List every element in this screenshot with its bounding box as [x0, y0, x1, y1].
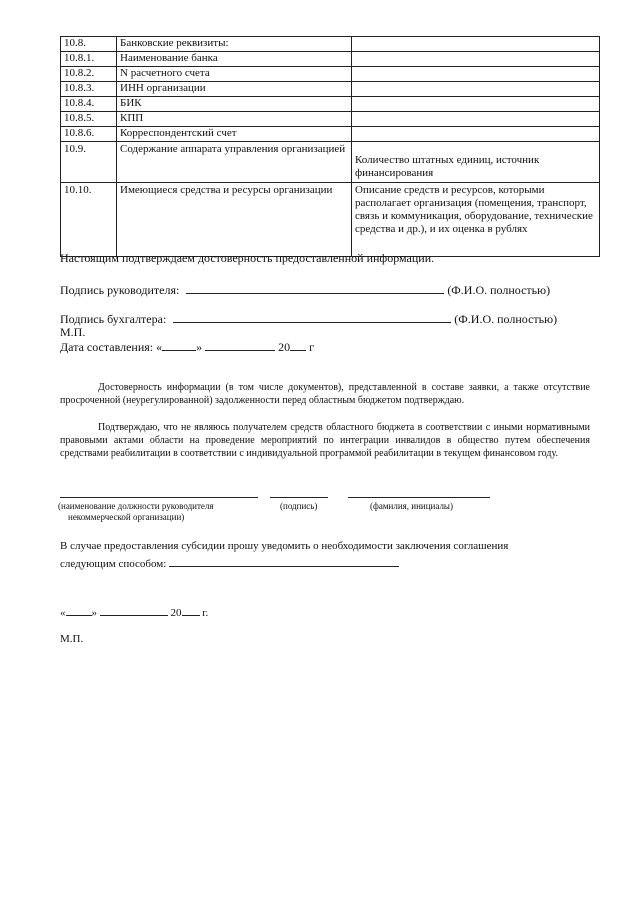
bottom-date-year-field[interactable] — [182, 605, 200, 616]
row-number: 10.8.4. — [61, 97, 117, 112]
notify-method-field[interactable] — [169, 556, 399, 567]
caption-position-line1: (наименование должности руководителя — [58, 501, 214, 511]
row-value — [352, 112, 600, 127]
head-signature-suffix: (Ф.И.О. полностью) — [447, 283, 551, 297]
row-name: ИНН организации — [117, 82, 352, 97]
position-signature-line[interactable] — [60, 497, 258, 498]
signature-line[interactable] — [270, 497, 328, 498]
confirmation-text: Настоящим подтверждаем достоверность предоставленной информации. — [60, 251, 435, 265]
row-number: 10.10. — [61, 183, 117, 257]
date-suffix: г — [309, 340, 315, 354]
row-number: 10.8.3. — [61, 82, 117, 97]
row-number: 10.8.5. — [61, 112, 117, 127]
head-signature-label: Подпись руководителя: — [60, 283, 180, 297]
bottom-date-year-prefix: 20 — [170, 607, 182, 619]
bottom-date-month-field[interactable] — [100, 605, 168, 616]
name-signature-line[interactable] — [348, 497, 490, 498]
caption-position — [58, 501, 214, 523]
table-row — [61, 142, 600, 183]
table-row — [61, 37, 600, 52]
row-value: Описание средств и ресурсов, которыми располагает организация (помещения, транспорт, связь и коммуникация, оборудование, технические средства и др.), и их оценка в рублях — [352, 183, 600, 257]
row-number: 10.8.2. — [61, 67, 117, 82]
accountant-signature-suffix: (Ф.И.О. полностью) — [454, 312, 558, 326]
table-row — [61, 67, 600, 82]
stamp-mark: М.П. — [60, 325, 86, 339]
table-row — [61, 183, 600, 257]
date-month-field[interactable] — [205, 340, 275, 351]
row-name: Корреспондентский счет — [117, 127, 352, 142]
paragraph-non-recipient: Подтверждаю, что не являюсь получателем средств областного бюджета в соответствии с иными нормативными правовыми актами области на проведение мероприятий по интеграции инвалидов в общество путем обеспечения средствами реабилитации в соответствии с индивидуальной программой реабилитации в текущем финансовом году. — [60, 422, 590, 459]
caption-name: (фамилия, инициалы) — [370, 501, 453, 511]
date-row — [60, 340, 314, 355]
paragraph-reliability: Достоверность информации (в том числе документов), представленной в составе заявки, а также отсутствие просроченной (неурегулированной) задолженности перед областным бюджетом подтверждаю. — [60, 382, 590, 406]
row-value — [352, 52, 600, 67]
date-year-field[interactable] — [290, 340, 306, 351]
row-name: КПП — [117, 112, 352, 127]
date-year-prefix: 20 — [278, 340, 291, 354]
row-number: 10.8. — [61, 37, 117, 52]
table-row — [61, 127, 600, 142]
row-name: Содержание аппарата управления организацией — [117, 142, 352, 183]
row-number: 10.8.1. — [61, 52, 117, 67]
stamp-mark-bottom: М.П. — [60, 633, 84, 645]
row-name: Банковские реквизиты: — [117, 37, 352, 52]
accountant-signature-field[interactable] — [173, 312, 451, 323]
requisites-table — [60, 36, 600, 257]
caption-signature: (подпись) — [280, 501, 318, 511]
row-value — [352, 97, 600, 112]
date-day-field[interactable] — [162, 340, 196, 351]
bottom-date-open: « — [60, 607, 66, 619]
bottom-date-suffix: г. — [202, 607, 209, 619]
notify-line-1: В случае предоставления субсидии прошу уведомить о необходимости заключения соглашения — [60, 540, 509, 552]
date-label: Дата составления: « — [60, 340, 163, 354]
row-value — [352, 127, 600, 142]
date-quote-close: » — [196, 340, 203, 354]
notify-line-2: следующим способом: — [60, 558, 167, 570]
accountant-signature-row — [60, 312, 557, 327]
bottom-date-close: » — [91, 607, 97, 619]
row-value — [352, 37, 600, 52]
notify-row — [60, 556, 399, 570]
head-signature-field[interactable] — [186, 283, 444, 294]
row-name: БИК — [117, 97, 352, 112]
row-name: Наименование банка — [117, 52, 352, 67]
row-name: Имеющиеся средства и ресурсы организации — [117, 183, 352, 257]
row-value — [352, 67, 600, 82]
caption-position-line2: некоммерческой организации) — [68, 512, 185, 522]
accountant-signature-label: Подпись бухгалтера: — [60, 312, 167, 326]
table-row — [61, 52, 600, 67]
bottom-date-row — [60, 605, 208, 619]
table-row — [61, 82, 600, 97]
row-number: 10.9. — [61, 142, 117, 183]
row-number: 10.8.6. — [61, 127, 117, 142]
row-value — [352, 82, 600, 97]
row-name: N расчетного счета — [117, 67, 352, 82]
bottom-date-day-field[interactable] — [66, 605, 92, 616]
head-signature-row — [60, 283, 550, 298]
table-row — [61, 112, 600, 127]
row-value: Количество штатных единиц, источник финансирования — [352, 142, 600, 183]
table-row — [61, 97, 600, 112]
